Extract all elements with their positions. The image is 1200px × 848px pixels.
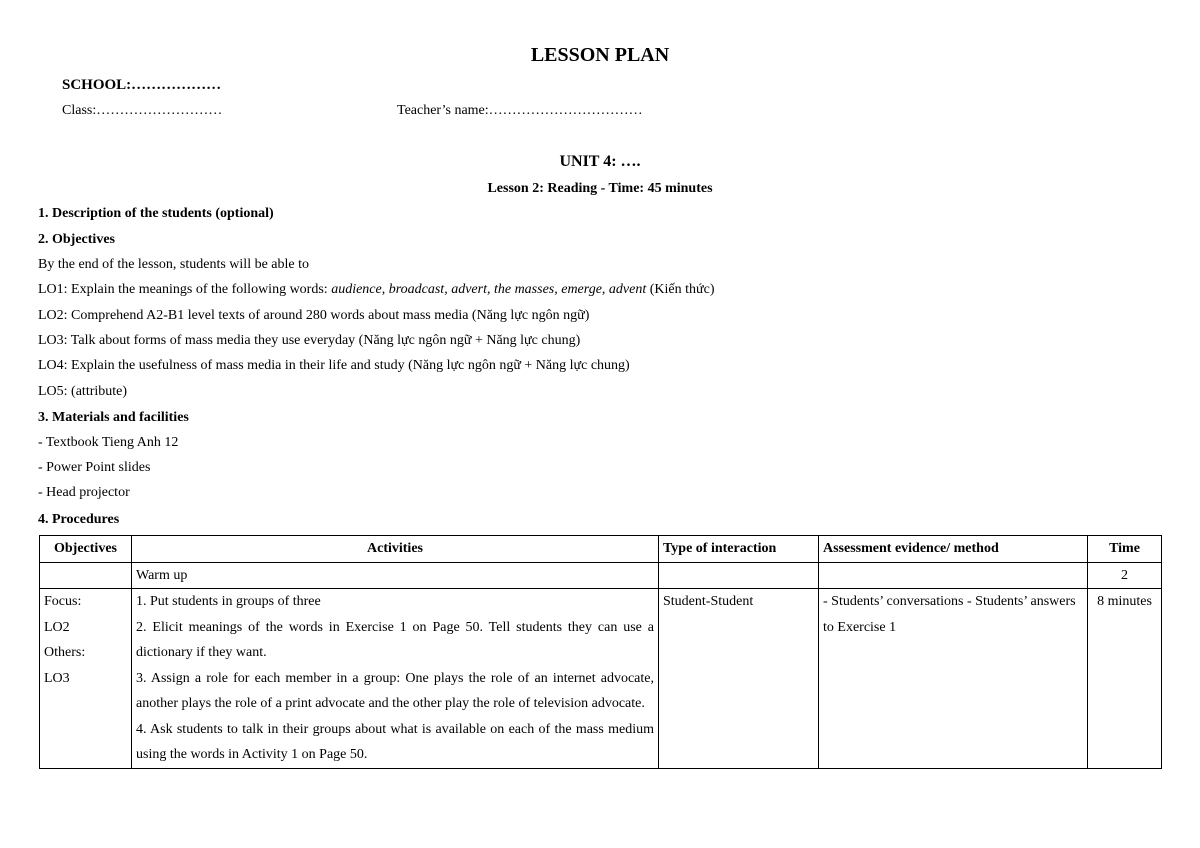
activity-step: 1. Put students in groups of three bbox=[136, 594, 321, 609]
procedures-table bbox=[39, 535, 1162, 769]
header-assessment: Assessment evidence/ method bbox=[819, 536, 1088, 563]
objective-lo5: LO5: (attribute) bbox=[38, 384, 128, 399]
activity-step: 4. Ask students to talk in their groups about what is available on each of the mass medium using the words in Activity 1 on Page 50. bbox=[136, 721, 654, 762]
objectives-intro: By the end of the lesson, students will be able to bbox=[38, 257, 310, 272]
table-row bbox=[40, 562, 1162, 589]
objective-label: LO3 bbox=[44, 670, 70, 686]
table-header-row bbox=[40, 536, 1162, 563]
activity-step: 3. Assign a role for each member in a group: One plays the role of an internet advocate, another plays the role of a print advocate and the other play the role of television advocate. bbox=[136, 670, 654, 711]
objective-lo3: LO3: Talk about forms of mass media they use everyday (Năng lực ngôn ngữ + Năng lực chung) bbox=[38, 333, 581, 348]
header-objectives: Objectives bbox=[40, 536, 132, 563]
row-assessment: - Students’ conversations - Students’ answers to Exercise 1 bbox=[819, 589, 1088, 769]
section-description-heading: 1. Description of the students (optional) bbox=[38, 206, 274, 221]
teacher-name-field: Teacher’s name:…………………………… bbox=[397, 103, 643, 118]
warmup-interaction bbox=[659, 562, 819, 589]
unit-title: UNIT 4: …. bbox=[559, 153, 641, 170]
warmup-activity: Warm up bbox=[132, 562, 659, 589]
activity-step: 2. Elicit meanings of the words in Exercise 1 on Page 50. Tell students they can use a dictionary if they want. bbox=[136, 619, 654, 660]
header-time: Time bbox=[1088, 536, 1162, 563]
header-interaction: Type of interaction bbox=[659, 536, 819, 563]
material-item: - Textbook Tieng Anh 12 bbox=[38, 435, 179, 450]
warmup-time: 2 bbox=[1088, 562, 1162, 589]
objective-label: LO2 bbox=[44, 619, 70, 635]
objective-lo4: LO4: Explain the usefulness of mass media in their life and study (Năng lực ngôn ngữ + Năng lực chung) bbox=[38, 358, 630, 373]
school-field: SCHOOL:……………… bbox=[62, 77, 222, 93]
warmup-objectives bbox=[40, 562, 132, 589]
row-interaction: Student-Student bbox=[659, 589, 819, 769]
objective-lo2: LO2: Comprehend A2-B1 level texts of around 280 words about mass media (Năng lực ngôn ngữ) bbox=[38, 308, 590, 323]
objective-lo1 bbox=[38, 282, 714, 298]
lo1-words: audience, broadcast, advert, the masses, emerge, advent bbox=[331, 282, 647, 297]
objective-label: Focus: bbox=[44, 594, 82, 609]
objective-label: Others: bbox=[44, 645, 86, 660]
section-materials-heading: 3. Materials and facilities bbox=[38, 410, 189, 425]
class-field: Class:……………………… bbox=[62, 103, 223, 118]
row-objectives bbox=[40, 589, 132, 769]
lo1-competence: (Kiến thức) bbox=[646, 282, 715, 297]
row-activities bbox=[132, 589, 659, 769]
warmup-assessment bbox=[819, 562, 1088, 589]
material-item: - Power Point slides bbox=[38, 460, 151, 475]
section-procedures-heading: 4. Procedures bbox=[38, 512, 120, 527]
page-title: LESSON PLAN bbox=[530, 44, 670, 66]
lesson-title: Lesson 2: Reading - Time: 45 minutes bbox=[487, 181, 713, 196]
table-row bbox=[40, 589, 1162, 769]
header-activities: Activities bbox=[132, 536, 659, 563]
row-time: 8 minutes bbox=[1088, 589, 1162, 769]
material-item: - Head projector bbox=[38, 485, 130, 500]
section-objectives-heading: 2. Objectives bbox=[38, 232, 115, 247]
lo1-text: LO1: Explain the meanings of the following words: bbox=[38, 282, 332, 297]
